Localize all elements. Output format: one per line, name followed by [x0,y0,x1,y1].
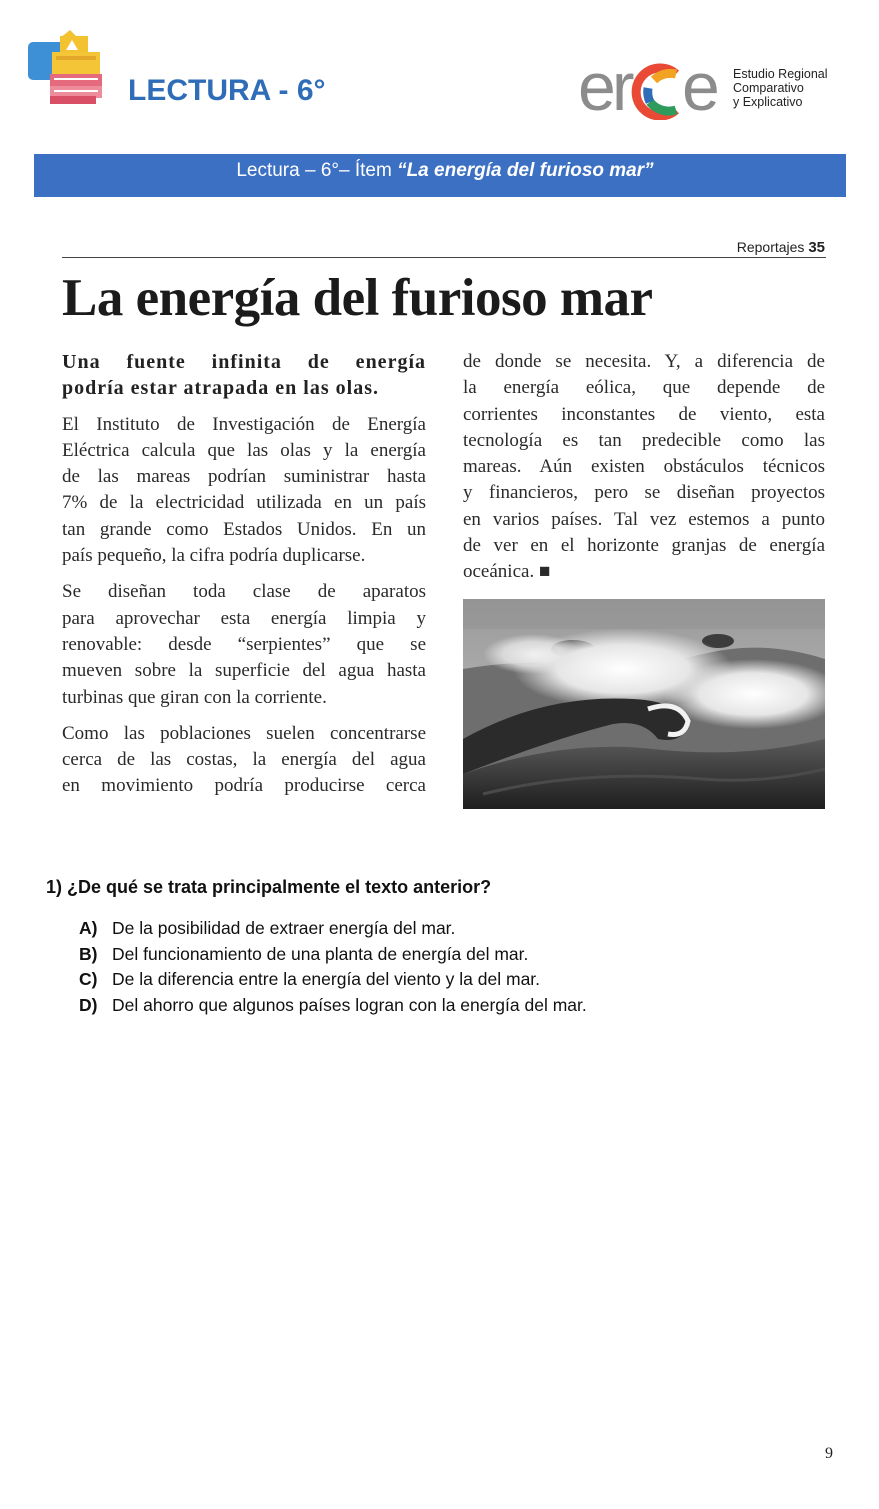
body-line: El Instituto de Investigación de Energía [62,413,426,435]
section-name: Reportajes [736,239,805,255]
magazine-page-number: 35 [808,239,825,256]
option-letter: B) [79,943,98,964]
option-text: Del funcionamiento de una planta de energía del mar. [112,943,529,964]
body-line: tecnología es tan predecible como las [463,429,825,451]
erce-logo-e: e [682,58,720,120]
body-line: Como las poblaciones suelen concentrarse [62,722,426,744]
banner-prefix: Lectura – 6°– Ítem [236,160,398,181]
lede-line: Una fuente infinita de energía [62,351,426,373]
lede-line: podría estar atrapada en las olas. [62,377,379,400]
body-line: tan grande como Estados Unidos. En un [62,518,426,540]
body-line: la energía eólica, que depende de [463,377,825,399]
paragraph-gap [62,569,426,579]
erce-subtitle-line: Comparativo [733,81,804,95]
paragraph-gap [62,711,426,721]
option-text: De la diferencia entre la energía del viento y la del mar. [112,969,541,989]
body-line: para aprovechar esta energía limpia y [62,607,426,629]
body-line: cerca de las costas, la energía del agua [62,749,426,771]
erce-subtitle-line: y Explicativo [733,95,803,109]
article-left-column [62,349,426,800]
answer-options [79,916,587,1018]
body-line: renovable: desde “serpientes” que se [62,633,426,655]
body-line: mareas. Aún existen obstáculos técnicos [463,456,825,478]
body-line: corrientes inconstantes de viento, esta [463,403,825,425]
option-letter: D) [79,994,98,1015]
body-line: Eléctrica calcula que las olas y la energía [62,439,426,461]
body-line: oceánica. ■ [463,561,551,583]
item-banner [34,154,846,197]
option-letter: C) [79,969,98,989]
body-line: Se diseñan toda clase de aparatos [62,581,426,603]
article-right-column [463,349,825,586]
header-rule [62,257,826,258]
body-line: 7% de la electricidad utilizada en un país [62,492,426,514]
body-line: de ver en el horizonte granjas de energía [463,535,825,557]
paragraph-gap [62,402,426,412]
erce-logo-er: er [578,58,631,120]
body-line: mueven sobre la superficie del agua hasta [62,660,426,682]
body-line: de donde se necesita. Y, a diferencia de [463,351,825,372]
body-line: turbinas que giran con la corriente. [62,686,327,708]
section-tag [737,239,825,256]
banner-item-title: “La energía del furioso mar” [397,160,654,181]
erce-subtitle-line: Estudio Regional [733,67,828,81]
option-b [79,942,587,968]
option-a [79,916,587,942]
article-headline: La energía del furioso mar [62,269,653,327]
erce-logo [578,58,728,120]
option-d [79,993,587,1019]
option-letter: A) [79,918,98,938]
body-line: en varios países. Tal vez estemos a punto [463,508,825,530]
body-line: en movimiento podría producirse cerca [62,775,426,797]
erce-subtitle [733,67,828,109]
body-line: país pequeño, la cifra podría duplicarse. [62,545,366,567]
option-text: De la posibilidad de extraer energía del mar. [112,918,456,938]
ocean-wave-photo [463,599,825,809]
body-line: y financieros, pero se diseñan proyectos [463,482,825,504]
question-text: 1) ¿De qué se trata principalmente el texto anterior? [46,877,492,897]
page-number: 9 [825,1445,833,1462]
option-c [79,967,587,993]
books-desk-icon [26,30,102,106]
body-line: de las mareas podrían suministrar hasta [62,466,426,488]
page-title: LECTURA - 6° [128,74,326,107]
option-text: Del ahorro que algunos países logran con la energía del mar. [112,994,587,1015]
